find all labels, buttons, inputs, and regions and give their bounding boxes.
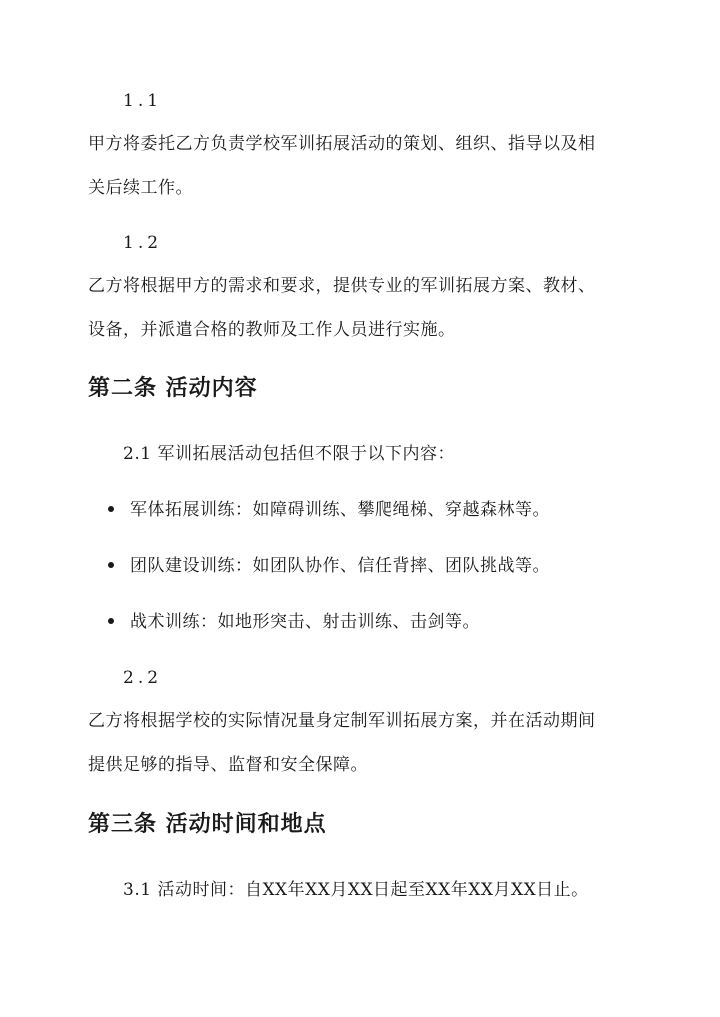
list-item-text: 团队建设训练：如团队协作、信任背摔、团队挑战等。 (130, 556, 550, 576)
section-3-heading: 第三条 活动时间和地点 (88, 811, 327, 837)
list-item-text: 军体拓展训练：如障碍训练、攀爬绳梯、穿越森林等。 (130, 500, 550, 520)
list-item-text: 战术训练：如地形突击、射击训练、击剑等。 (130, 612, 480, 632)
clause-2-1-text: 2.1 军训拓展活动包括但不限于以下内容： (123, 444, 455, 464)
list-item (108, 498, 550, 522)
clause-2-2-number: 2.2 (123, 668, 163, 688)
bullet-icon (108, 618, 114, 624)
clause-1-2-number: 1.2 (123, 233, 163, 253)
bullet-icon (108, 506, 114, 512)
clause-1-2-text-line-2: 设备，并派遣合格的教师及工作人员进行实施。 (88, 320, 456, 340)
bullet-icon (108, 562, 114, 568)
list-item (108, 610, 480, 634)
list-item (108, 554, 550, 578)
clause-2-2-text-line-2: 提供足够的指导、监督和安全保障。 (88, 755, 368, 775)
clause-1-1-number: 1.1 (123, 91, 163, 111)
clause-1-1-text-line-1: 甲方将委托乙方负责学校军训拓展活动的策划、组织、指导以及相 (88, 134, 596, 154)
clause-1-2-text-line-1: 乙方将根据甲方的需求和要求，提供专业的军训拓展方案、教材、 (88, 276, 596, 296)
section-2-heading: 第二条 活动内容 (88, 375, 258, 401)
clause-1-1-text-line-2: 关后续工作。 (88, 178, 193, 198)
clause-3-1-text: 3.1 活动时间：自XX年XX月XX日起至XX年XX月XX日止。 (123, 880, 589, 900)
clause-2-2-text-line-1: 乙方将根据学校的实际情况量身定制军训拓展方案，并在活动期间 (88, 711, 596, 731)
